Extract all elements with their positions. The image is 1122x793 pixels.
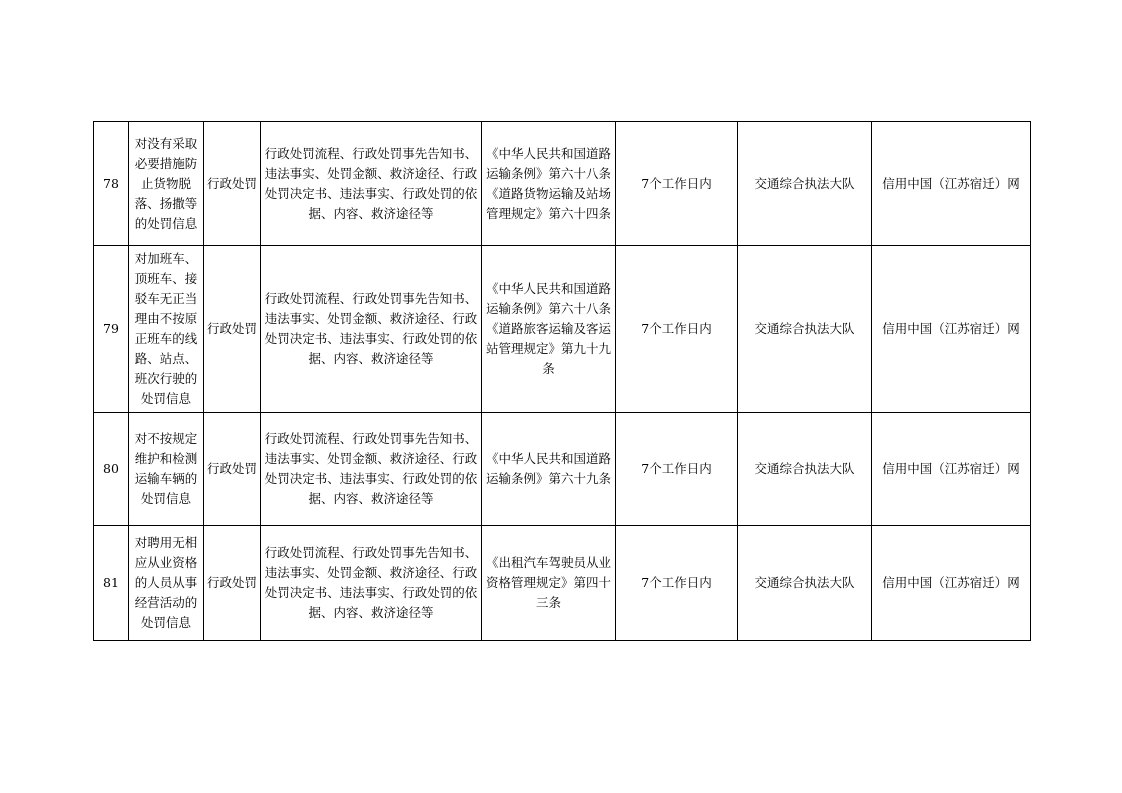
legal-basis: 《中华人民共和国道路运输条例》第六十九条 [482, 413, 616, 526]
disclosure-subject: 交通综合执法大队 [738, 526, 872, 641]
disclosure-subject: 交通综合执法大队 [738, 413, 872, 526]
row-number: 78 [94, 122, 129, 246]
disclosure-subject: 交通综合执法大队 [738, 246, 872, 413]
item-name: 对加班车、顶班车、接驳车无正当理由不按原正班车的线路、站点、班次行驶的处罚信息 [129, 246, 204, 413]
table-row [94, 413, 1031, 526]
table-row [94, 246, 1031, 413]
disclosure-deadline: 7个工作日内 [616, 526, 738, 641]
table-row [94, 122, 1031, 246]
row-number: 80 [94, 413, 129, 526]
disclosure-table [93, 121, 1031, 641]
disclosure-content: 行政处罚流程、行政处罚事先告知书、违法事实、处罚金额、救济途径、行政处罚决定书、违法事实、行政处罚的依据、内容、救济途径等 [261, 526, 482, 641]
disclosure-content: 行政处罚流程、行政处罚事先告知书、违法事实、处罚金额、救济途径、行政处罚决定书、违法事实、行政处罚的依据、内容、救济途径等 [261, 122, 482, 246]
disclosure-deadline: 7个工作日内 [616, 246, 738, 413]
legal-basis: 《中华人民共和国道路运输条例》第六十八条《道路旅客运输及客运站管理规定》第九十九条 [482, 246, 616, 413]
disclosure-subject: 交通综合执法大队 [738, 122, 872, 246]
legal-basis: 《中华人民共和国道路运输条例》第六十八条《道路货物运输及站场管理规定》第六十四条 [482, 122, 616, 246]
disclosure-channel: 信用中国（江苏宿迁）网 [872, 413, 1031, 526]
disclosure-content: 行政处罚流程、行政处罚事先告知书、违法事实、处罚金额、救济途径、行政处罚决定书、违法事实、行政处罚的依据、内容、救济途径等 [261, 413, 482, 526]
legal-basis: 《出租汽车驾驶员从业资格管理规定》第四十三条 [482, 526, 616, 641]
disclosure-content: 行政处罚流程、行政处罚事先告知书、违法事实、处罚金额、救济途径、行政处罚决定书、违法事实、行政处罚的依据、内容、救济途径等 [261, 246, 482, 413]
disclosure-channel: 信用中国（江苏宿迁）网 [872, 246, 1031, 413]
item-type: 行政处罚 [204, 246, 261, 413]
disclosure-channel: 信用中国（江苏宿迁）网 [872, 122, 1031, 246]
disclosure-deadline: 7个工作日内 [616, 122, 738, 246]
disclosure-deadline: 7个工作日内 [616, 413, 738, 526]
table-row [94, 526, 1031, 641]
item-name: 对没有采取必要措施防止货物脱落、扬撒等的处罚信息 [129, 122, 204, 246]
item-name: 对聘用无相应从业资格的人员从事经营活动的处罚信息 [129, 526, 204, 641]
item-type: 行政处罚 [204, 526, 261, 641]
row-number: 81 [94, 526, 129, 641]
disclosure-channel: 信用中国（江苏宿迁）网 [872, 526, 1031, 641]
item-type: 行政处罚 [204, 413, 261, 526]
item-type: 行政处罚 [204, 122, 261, 246]
item-name: 对不按规定维护和检测运输车辆的处罚信息 [129, 413, 204, 526]
row-number: 79 [94, 246, 129, 413]
